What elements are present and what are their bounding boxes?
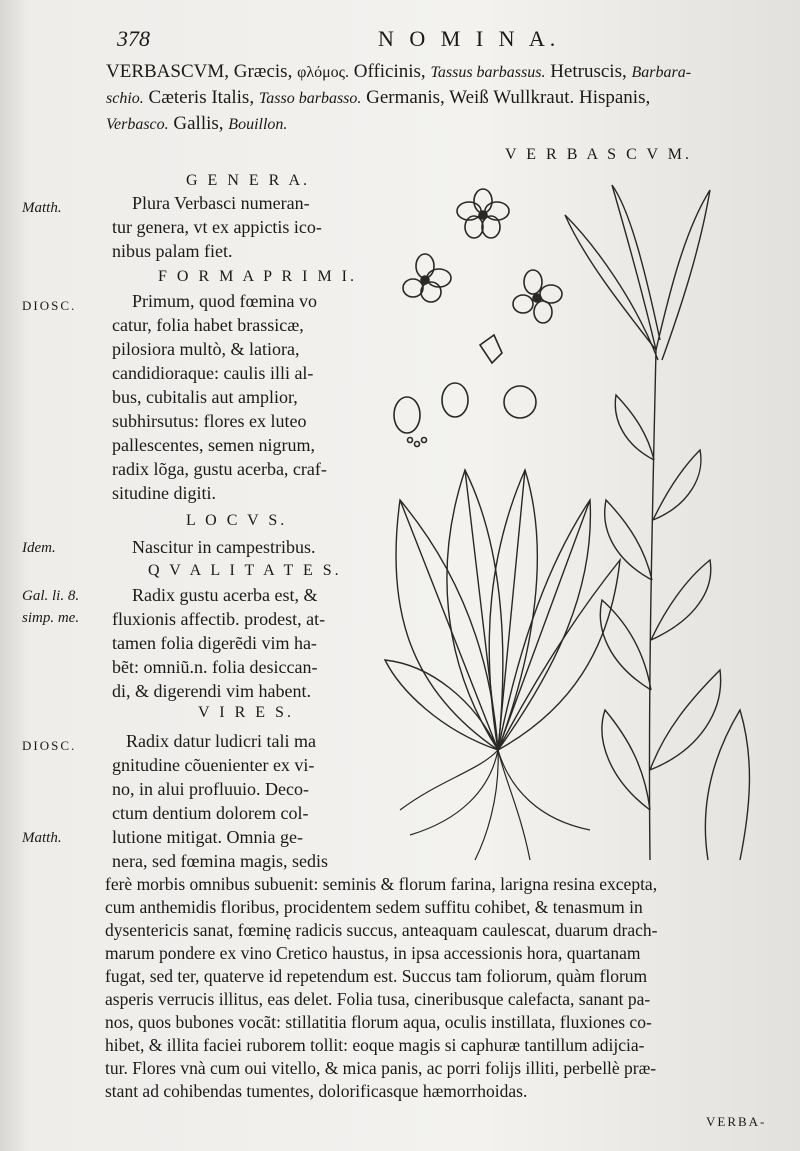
figure-title: V E R B A S C V M. [505, 146, 692, 163]
forma-line: catur, folia habet brassicæ, [112, 315, 304, 335]
full-line: stant ad cohibendas tumentes, dolorificasque hæmorrhoidas. [105, 1081, 528, 1101]
page-number: 378 [117, 26, 150, 51]
verbascum-woodcut-illustration [380, 170, 780, 870]
full-line: ferè morbis omnibus subuenit: seminis & florum farina, larigna resina excepta, [105, 874, 658, 894]
roots [400, 750, 590, 860]
margin-note-matth-2: Matth. [22, 830, 62, 846]
vires-line: no, in alui profluuio. Deco- [112, 779, 309, 799]
full-line: nos, quos bubones vocãt: stillatitia florum aqua, oculis instillata, fluxiones co- [105, 1012, 652, 1032]
full-line: tur. Flores vnà cum oui vitello, & mica panis, ac porri folijs illiti, perbellè præ- [105, 1058, 657, 1078]
full-line: fugat, sed ter, quaterve id repetendum est. Succus tam foliorum, quàm florum [105, 966, 648, 986]
heading-forma: F O R M A P R I M I. [158, 268, 357, 285]
running-title: N O M I N A. [378, 26, 561, 51]
genera-line: tur genera, vt ex appictis ico- [112, 217, 322, 237]
vires-line: lutione mitigat. Omnia ge- [112, 827, 303, 847]
margin-note-idem: Idem. [22, 540, 56, 556]
margin-note-diosc-2: DIOSC. [22, 738, 77, 753]
vires-line: nera, sed fœmina magis, sedis [112, 851, 328, 871]
genera-line: Plura Verbasci numeran- [132, 193, 310, 213]
heading-vires: V I R E S. [198, 704, 294, 721]
heading-genera: G E N E R A. [186, 172, 310, 189]
flowering-stalk [565, 185, 749, 860]
forma-line: pallescentes, semen nigrum, [112, 435, 315, 455]
names-line-1: VERBASCVM, Græcis, φλόμος. Officinis, Tassus barbassus. Hetruscis, Barbara- [106, 61, 692, 82]
forma-line: subhirsutus: flores ex luteo [112, 411, 307, 431]
full-line: hibet, & illita faciei ruborem tollit: eoque magis si caphuræ tantillum adijcia- [105, 1035, 645, 1055]
forma-line: radix lõga, gustu acerba, craf- [112, 459, 327, 479]
flower-icon [513, 270, 562, 323]
margin-note-diosc-1: DIOSC. [22, 298, 77, 313]
forma-line: situdine digiti. [112, 483, 217, 503]
forma-line: pilosiora multò, & latiora, [112, 339, 300, 359]
genera-line: nibus palam fiet. [112, 241, 233, 261]
forma-line: Primum, quod fœmina vo [132, 291, 317, 311]
full-line: dysentericis sanat, fœminę radicis succus, anteaquam caulescat, duarum drach- [105, 920, 658, 940]
vires-line: ctum dentium dolorem col- [112, 803, 309, 823]
catchword: VERBA- [706, 1114, 767, 1129]
margin-note-gal-1: Gal. li. 8. [22, 588, 80, 604]
seed-pods-icon [394, 383, 536, 447]
flower-icon [403, 254, 451, 302]
margin-note-gal-2: simp. me. [22, 610, 80, 626]
qualitates-line: di, & digerendi vim habent. [112, 681, 311, 701]
names-line-2: schio. Cæteris Italis, Tasso barbasso. Germanis, Weiß Wullkraut. Hispanis, [106, 87, 651, 108]
rosette-leaves [385, 470, 620, 750]
qualitates-line: Radix gustu acerba est, & [132, 585, 318, 605]
forma-line: candidioraque: caulis illi al- [112, 363, 314, 383]
full-line: asperis verrucis illitus, eas delet. Folia tusa, cineribusque calefacta, sanant pa- [105, 989, 651, 1009]
qualitates-line: tamen folia digerẽdi vim ha- [112, 633, 317, 653]
margin-note-matth-1: Matth. [22, 200, 62, 216]
heading-locus: L O C V S. [186, 512, 288, 529]
flower-icon [457, 189, 509, 238]
qualitates-line: fluxionis affectib. prodest, at- [112, 609, 326, 629]
forma-line: bus, cubitalis aut amplior, [112, 387, 298, 407]
names-line-3: Verbasco. Gallis, Bouillon. [106, 113, 288, 134]
full-line: cum anthemidis floribus, procidentem sedem suffitu cohibet, & tenasmum in [105, 897, 643, 917]
calyx-icon [480, 335, 502, 363]
full-line: marum pondere ex vino Cretico haustus, in ipsa accessionis hora, quartanam [105, 943, 641, 963]
vires-line: gnitudine cõuenienter ex vi- [112, 755, 315, 775]
qualitates-line: bẽt: omniũ.n. folia desiccan- [112, 657, 318, 677]
running-header [0, 26, 800, 52]
vires-line: Radix datur ludicri tali ma [126, 731, 316, 751]
heading-qualitates: Q V A L I T A T E S. [148, 562, 342, 579]
locus-line: Nascitur in campestribus. [132, 537, 316, 557]
